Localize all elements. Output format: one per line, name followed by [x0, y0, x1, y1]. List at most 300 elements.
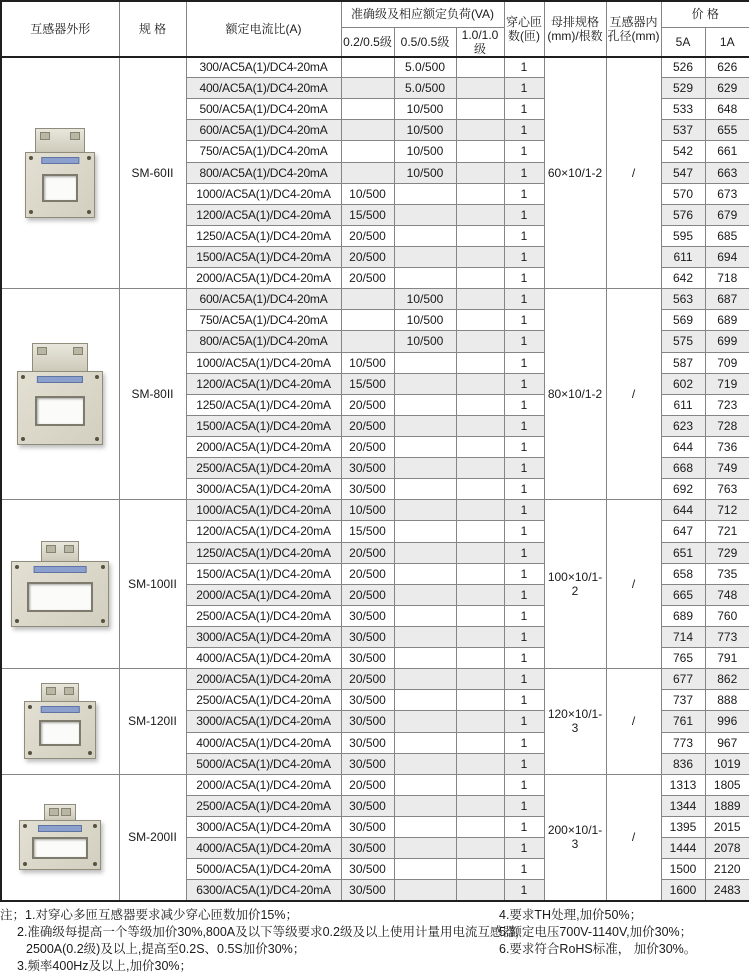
accuracy-05-cell	[394, 246, 456, 267]
accuracy-05-cell	[394, 626, 456, 647]
price-5a-cell: 651	[661, 542, 705, 563]
accuracy-05-cell	[394, 711, 456, 732]
turns-cell: 1	[504, 204, 544, 225]
accuracy-02-cell: 10/500	[341, 183, 394, 204]
footnote-text: 3.频率400Hz及以上,加价30%；	[17, 959, 193, 973]
nameplate-label-icon	[38, 825, 82, 832]
busbar-window-icon	[27, 582, 93, 612]
price-1a-cell: 689	[705, 310, 749, 331]
price-1a-cell: 2015	[705, 816, 749, 837]
footnotes-left-column	[0, 907, 528, 973]
accuracy-05-cell: 10/500	[394, 162, 456, 183]
accuracy-10-cell	[456, 542, 504, 563]
accuracy-02-cell: 20/500	[341, 268, 394, 289]
turns-cell: 1	[504, 57, 544, 78]
footnote-line: 6.要求符合RoHS标准， 加价30%。	[499, 942, 697, 956]
accuracy-05-cell	[394, 859, 456, 880]
accuracy-02-cell: 30/500	[341, 838, 394, 859]
nameplate-label-icon	[34, 566, 87, 573]
price-5a-cell: 658	[661, 563, 705, 584]
price-1a-cell: 709	[705, 352, 749, 373]
accuracy-05-cell	[394, 690, 456, 711]
accuracy-02-cell: 30/500	[341, 648, 394, 669]
busbar-cell: 100×10/1-2	[544, 500, 606, 669]
screw-icon	[28, 751, 32, 755]
turns-cell: 1	[504, 542, 544, 563]
accuracy-02-cell: 30/500	[341, 732, 394, 753]
header-price-1a: 1A	[705, 27, 749, 57]
screw-icon	[95, 437, 99, 441]
footnotes	[0, 902, 749, 973]
terminal-block-icon	[44, 804, 76, 820]
accuracy-05-cell	[394, 605, 456, 626]
terminal-block-icon	[35, 128, 85, 152]
turns-cell: 1	[504, 310, 544, 331]
screw-icon	[28, 705, 32, 709]
price-1a-cell: 2078	[705, 838, 749, 859]
accuracy-05-cell	[394, 479, 456, 500]
accuracy-10-cell	[456, 859, 504, 880]
accuracy-02-cell: 20/500	[341, 542, 394, 563]
price-1a-cell: 673	[705, 183, 749, 204]
turns-cell: 1	[504, 373, 544, 394]
header-busbar: 母排规格(mm)/根数	[544, 1, 606, 57]
ratio-cell: 1250/AC5A(1)/DC4-20mA	[186, 394, 341, 415]
screw-icon	[87, 156, 91, 160]
accuracy-10-cell	[456, 626, 504, 647]
accuracy-10-cell	[456, 78, 504, 99]
hole-diameter-cell: /	[606, 774, 661, 901]
price-1a-cell: 2483	[705, 880, 749, 901]
accuracy-05-cell	[394, 795, 456, 816]
accuracy-05-cell	[394, 648, 456, 669]
accuracy-02-cell: 30/500	[341, 479, 394, 500]
transformer-photo-sm80	[3, 343, 118, 445]
accuracy-02-cell: 20/500	[341, 415, 394, 436]
accuracy-05-cell: 10/500	[394, 141, 456, 162]
accuracy-02-cell: 15/500	[341, 373, 394, 394]
terminal-block-icon	[41, 683, 79, 701]
header-acc-02: 0.2/0.5级	[341, 27, 394, 57]
accuracy-05-cell: 10/500	[394, 120, 456, 141]
price-5a-cell: 668	[661, 458, 705, 479]
table-header	[1, 1, 749, 57]
price-5a-cell: 644	[661, 436, 705, 457]
accuracy-05-cell	[394, 732, 456, 753]
accuracy-05-cell	[394, 816, 456, 837]
product-photo-cell	[1, 500, 119, 669]
transformer-photo-sm100	[3, 541, 118, 627]
price-1a-cell: 626	[705, 57, 749, 78]
turns-cell: 1	[504, 78, 544, 99]
accuracy-02-cell	[341, 141, 394, 162]
price-5a-cell: 587	[661, 352, 705, 373]
accuracy-10-cell	[456, 816, 504, 837]
header-spec: 规 格	[119, 1, 186, 57]
accuracy-10-cell	[456, 120, 504, 141]
turns-cell: 1	[504, 436, 544, 457]
accuracy-10-cell	[456, 563, 504, 584]
accuracy-10-cell	[456, 162, 504, 183]
table-row	[1, 669, 749, 690]
turns-cell: 1	[504, 648, 544, 669]
price-5a-cell: 647	[661, 521, 705, 542]
header-hole: 互感器内孔径(mm)	[606, 1, 661, 57]
price-1a-cell: 629	[705, 78, 749, 99]
ratio-cell: 2000/AC5A(1)/DC4-20mA	[186, 774, 341, 795]
accuracy-10-cell	[456, 141, 504, 162]
accuracy-05-cell: 10/500	[394, 331, 456, 352]
price-5a-cell: 611	[661, 394, 705, 415]
price-1a-cell: 2120	[705, 859, 749, 880]
turns-cell: 1	[504, 669, 544, 690]
price-5a-cell: 665	[661, 584, 705, 605]
accuracy-10-cell	[456, 584, 504, 605]
screw-icon	[87, 210, 91, 214]
price-5a-cell: 677	[661, 669, 705, 690]
turns-cell: 1	[504, 795, 544, 816]
price-5a-cell: 563	[661, 289, 705, 310]
product-photo-cell	[1, 774, 119, 901]
ratio-cell: 750/AC5A(1)/DC4-20mA	[186, 310, 341, 331]
accuracy-10-cell	[456, 99, 504, 120]
accuracy-02-cell: 30/500	[341, 859, 394, 880]
accuracy-05-cell: 10/500	[394, 289, 456, 310]
turns-cell: 1	[504, 394, 544, 415]
ratio-cell: 5000/AC5A(1)/DC4-20mA	[186, 753, 341, 774]
accuracy-05-cell	[394, 204, 456, 225]
accuracy-05-cell	[394, 436, 456, 457]
turns-cell: 1	[504, 690, 544, 711]
accuracy-02-cell: 30/500	[341, 690, 394, 711]
price-5a-cell: 533	[661, 99, 705, 120]
ratio-cell: 800/AC5A(1)/DC4-20mA	[186, 162, 341, 183]
accuracy-05-cell	[394, 394, 456, 415]
accuracy-05-cell	[394, 584, 456, 605]
accuracy-10-cell	[456, 331, 504, 352]
accuracy-05-cell	[394, 225, 456, 246]
ratio-cell: 1500/AC5A(1)/DC4-20mA	[186, 246, 341, 267]
accuracy-10-cell	[456, 373, 504, 394]
price-5a-cell: 569	[661, 310, 705, 331]
model-cell: SM-100II	[119, 500, 186, 669]
turns-cell: 1	[504, 246, 544, 267]
price-5a-cell: 765	[661, 648, 705, 669]
price-1a-cell: 694	[705, 246, 749, 267]
accuracy-05-cell	[394, 183, 456, 204]
screw-icon	[101, 565, 105, 569]
screw-icon	[88, 705, 92, 709]
turns-cell: 1	[504, 99, 544, 120]
hole-diameter-cell: /	[606, 669, 661, 775]
footnote-line	[0, 958, 497, 973]
accuracy-10-cell	[456, 838, 504, 859]
screw-icon	[29, 210, 33, 214]
ratio-cell: 2000/AC5A(1)/DC4-20mA	[186, 669, 341, 690]
accuracy-02-cell: 10/500	[341, 352, 394, 373]
ratio-cell: 1250/AC5A(1)/DC4-20mA	[186, 542, 341, 563]
accuracy-02-cell: 20/500	[341, 774, 394, 795]
accuracy-02-cell: 30/500	[341, 458, 394, 479]
price-5a-cell: 644	[661, 500, 705, 521]
transformer-photo-sm200	[3, 804, 118, 870]
ratio-cell: 2500/AC5A(1)/DC4-20mA	[186, 690, 341, 711]
accuracy-10-cell	[456, 415, 504, 436]
footnote-line	[0, 907, 497, 924]
accuracy-05-cell: 5.0/500	[394, 57, 456, 78]
terminal-block-icon	[32, 343, 88, 371]
turns-cell: 1	[504, 162, 544, 183]
price-1a-cell: 862	[705, 669, 749, 690]
transformer-photo-sm60	[3, 128, 118, 218]
table-row	[1, 289, 749, 310]
accuracy-05-cell	[394, 880, 456, 901]
price-5a-cell: 1395	[661, 816, 705, 837]
accuracy-10-cell	[456, 711, 504, 732]
ratio-cell: 2500/AC5A(1)/DC4-20mA	[186, 795, 341, 816]
header-acc-10: 1.0/1.0级	[456, 27, 504, 57]
screw-icon	[29, 156, 33, 160]
ratio-cell: 4000/AC5A(1)/DC4-20mA	[186, 732, 341, 753]
price-5a-cell: 1600	[661, 880, 705, 901]
price-1a-cell: 699	[705, 331, 749, 352]
accuracy-10-cell	[456, 310, 504, 331]
turns-cell: 1	[504, 626, 544, 647]
footnote-line	[0, 941, 497, 958]
turns-cell: 1	[504, 268, 544, 289]
ratio-cell: 4000/AC5A(1)/DC4-20mA	[186, 838, 341, 859]
accuracy-10-cell	[456, 204, 504, 225]
accuracy-02-cell	[341, 78, 394, 99]
ratio-cell: 300/AC5A(1)/DC4-20mA	[186, 57, 341, 78]
accuracy-02-cell: 20/500	[341, 436, 394, 457]
ratio-cell: 1200/AC5A(1)/DC4-20mA	[186, 373, 341, 394]
transformer-photo-sm120	[3, 683, 118, 759]
nameplate-label-icon	[41, 706, 80, 713]
price-5a-cell: 1313	[661, 774, 705, 795]
screw-icon	[15, 619, 19, 623]
screw-icon	[23, 824, 27, 828]
price-1a-cell: 736	[705, 436, 749, 457]
accuracy-10-cell	[456, 183, 504, 204]
turns-cell: 1	[504, 521, 544, 542]
ratio-cell: 2500/AC5A(1)/DC4-20mA	[186, 605, 341, 626]
header-price-5a: 5A	[661, 27, 705, 57]
terminal-block-icon	[41, 541, 79, 561]
price-1a-cell: 728	[705, 415, 749, 436]
price-5a-cell: 547	[661, 162, 705, 183]
price-1a-cell: 719	[705, 373, 749, 394]
price-5a-cell: 714	[661, 626, 705, 647]
ratio-cell: 2000/AC5A(1)/DC4-20mA	[186, 268, 341, 289]
price-5a-cell: 692	[661, 479, 705, 500]
price-5a-cell: 1444	[661, 838, 705, 859]
ratio-cell: 2000/AC5A(1)/DC4-20mA	[186, 584, 341, 605]
turns-cell: 1	[504, 880, 544, 901]
ratio-cell: 5000/AC5A(1)/DC4-20mA	[186, 859, 341, 880]
turns-cell: 1	[504, 711, 544, 732]
turns-cell: 1	[504, 141, 544, 162]
price-1a-cell: 748	[705, 584, 749, 605]
turns-cell: 1	[504, 352, 544, 373]
screw-icon	[93, 824, 97, 828]
accuracy-05-cell	[394, 774, 456, 795]
price-5a-cell: 1344	[661, 795, 705, 816]
ratio-cell: 1200/AC5A(1)/DC4-20mA	[186, 521, 341, 542]
model-cell: SM-80II	[119, 289, 186, 500]
price-5a-cell: 595	[661, 225, 705, 246]
accuracy-02-cell: 20/500	[341, 246, 394, 267]
busbar-window-icon	[42, 174, 78, 202]
transformer-body-icon	[24, 701, 96, 759]
busbar-window-icon	[32, 837, 88, 859]
ratio-cell: 3000/AC5A(1)/DC4-20mA	[186, 711, 341, 732]
hole-diameter-cell: /	[606, 500, 661, 669]
ratio-cell: 2000/AC5A(1)/DC4-20mA	[186, 436, 341, 457]
price-5a-cell: 737	[661, 690, 705, 711]
price-1a-cell: 1889	[705, 795, 749, 816]
busbar-cell: 80×10/1-2	[544, 289, 606, 500]
accuracy-02-cell	[341, 99, 394, 120]
price-1a-cell: 685	[705, 225, 749, 246]
accuracy-05-cell	[394, 669, 456, 690]
accuracy-10-cell	[456, 648, 504, 669]
ratio-cell: 3000/AC5A(1)/DC4-20mA	[186, 479, 341, 500]
accuracy-02-cell	[341, 57, 394, 78]
accuracy-02-cell: 20/500	[341, 225, 394, 246]
price-5a-cell: 542	[661, 141, 705, 162]
model-cell: SM-120II	[119, 669, 186, 775]
ratio-cell: 1200/AC5A(1)/DC4-20mA	[186, 204, 341, 225]
price-1a-cell: 791	[705, 648, 749, 669]
accuracy-10-cell	[456, 605, 504, 626]
price-5a-cell: 761	[661, 711, 705, 732]
price-5a-cell: 1500	[661, 859, 705, 880]
accuracy-02-cell: 30/500	[341, 626, 394, 647]
accuracy-10-cell	[456, 732, 504, 753]
hole-diameter-cell: /	[606, 289, 661, 500]
price-5a-cell: 611	[661, 246, 705, 267]
price-1a-cell: 773	[705, 626, 749, 647]
transformer-body-icon	[11, 561, 109, 627]
ratio-cell: 500/AC5A(1)/DC4-20mA	[186, 99, 341, 120]
price-1a-cell: 763	[705, 479, 749, 500]
screw-icon	[88, 751, 92, 755]
header-ratio: 额定电流比(A)	[186, 1, 341, 57]
price-5a-cell: 642	[661, 268, 705, 289]
turns-cell: 1	[504, 289, 544, 310]
accuracy-05-cell: 10/500	[394, 310, 456, 331]
price-1a-cell: 996	[705, 711, 749, 732]
price-5a-cell: 836	[661, 753, 705, 774]
footnote-text: 2.准确级每提高一个等级加价30%,800A及以下等级要求0.2级及以上使用计量用电流互感器，	[17, 925, 528, 939]
accuracy-10-cell	[456, 268, 504, 289]
ratio-cell: 1500/AC5A(1)/DC4-20mA	[186, 415, 341, 436]
product-photo-cell	[1, 289, 119, 500]
screw-icon	[21, 437, 25, 441]
product-photo-cell	[1, 57, 119, 289]
turns-cell: 1	[504, 584, 544, 605]
turns-cell: 1	[504, 331, 544, 352]
price-1a-cell: 718	[705, 268, 749, 289]
accuracy-02-cell: 30/500	[341, 816, 394, 837]
ratio-cell: 1500/AC5A(1)/DC4-20mA	[186, 563, 341, 584]
price-5a-cell: 526	[661, 57, 705, 78]
ratio-cell: 1000/AC5A(1)/DC4-20mA	[186, 183, 341, 204]
header-acc-05: 0.5/0.5级	[394, 27, 456, 57]
transformer-body-icon	[19, 820, 101, 870]
price-1a-cell: 735	[705, 563, 749, 584]
footnote-line: 5.额定电压700V-1140V,加价30%；	[499, 925, 693, 939]
accuracy-02-cell: 30/500	[341, 753, 394, 774]
screw-icon	[21, 375, 25, 379]
accuracy-10-cell	[456, 57, 504, 78]
price-1a-cell: 663	[705, 162, 749, 183]
accuracy-05-cell	[394, 500, 456, 521]
price-1a-cell: 661	[705, 141, 749, 162]
footnote-text: 2500A(0.2级)及以上,提高至0.2S、0.5S加价30%；	[26, 942, 306, 956]
accuracy-02-cell: 20/500	[341, 394, 394, 415]
hole-diameter-cell: /	[606, 57, 661, 289]
screw-icon	[23, 862, 27, 866]
turns-cell: 1	[504, 605, 544, 626]
price-1a-cell: 729	[705, 542, 749, 563]
accuracy-05-cell	[394, 542, 456, 563]
accuracy-05-cell	[394, 521, 456, 542]
header-appearance: 互感器外形	[1, 1, 119, 57]
footnote-prefix: 注；	[0, 908, 26, 922]
ratio-cell: 1250/AC5A(1)/DC4-20mA	[186, 225, 341, 246]
accuracy-10-cell	[456, 795, 504, 816]
accuracy-02-cell	[341, 331, 394, 352]
price-5a-cell: 773	[661, 732, 705, 753]
accuracy-10-cell	[456, 774, 504, 795]
accuracy-10-cell	[456, 500, 504, 521]
price-5a-cell: 575	[661, 331, 705, 352]
accuracy-10-cell	[456, 458, 504, 479]
accuracy-02-cell: 20/500	[341, 669, 394, 690]
accuracy-02-cell	[341, 310, 394, 331]
price-1a-cell: 1805	[705, 774, 749, 795]
price-1a-cell: 749	[705, 458, 749, 479]
price-5a-cell: 602	[661, 373, 705, 394]
accuracy-02-cell: 30/500	[341, 605, 394, 626]
nameplate-label-icon	[42, 157, 79, 164]
header-turns: 穿心匝数(匝)	[504, 1, 544, 57]
price-5a-cell: 537	[661, 120, 705, 141]
turns-cell: 1	[504, 479, 544, 500]
product-photo-cell	[1, 669, 119, 775]
accuracy-02-cell: 20/500	[341, 584, 394, 605]
ratio-cell: 750/AC5A(1)/DC4-20mA	[186, 141, 341, 162]
accuracy-10-cell	[456, 690, 504, 711]
turns-cell: 1	[504, 774, 544, 795]
ratio-cell: 1000/AC5A(1)/DC4-20mA	[186, 352, 341, 373]
accuracy-05-cell	[394, 458, 456, 479]
price-1a-cell: 967	[705, 732, 749, 753]
accuracy-10-cell	[456, 225, 504, 246]
ratio-cell: 800/AC5A(1)/DC4-20mA	[186, 331, 341, 352]
price-1a-cell: 760	[705, 605, 749, 626]
ratio-cell: 600/AC5A(1)/DC4-20mA	[186, 120, 341, 141]
footnotes-right-column	[497, 907, 749, 973]
price-1a-cell: 888	[705, 690, 749, 711]
accuracy-05-cell	[394, 373, 456, 394]
footnote-text: 1.对穿心多匝互感器要求减少穿心匝数加价15%；	[25, 908, 298, 922]
price-1a-cell: 723	[705, 394, 749, 415]
ratio-cell: 6300/AC5A(1)/DC4-20mA	[186, 880, 341, 901]
accuracy-10-cell	[456, 521, 504, 542]
